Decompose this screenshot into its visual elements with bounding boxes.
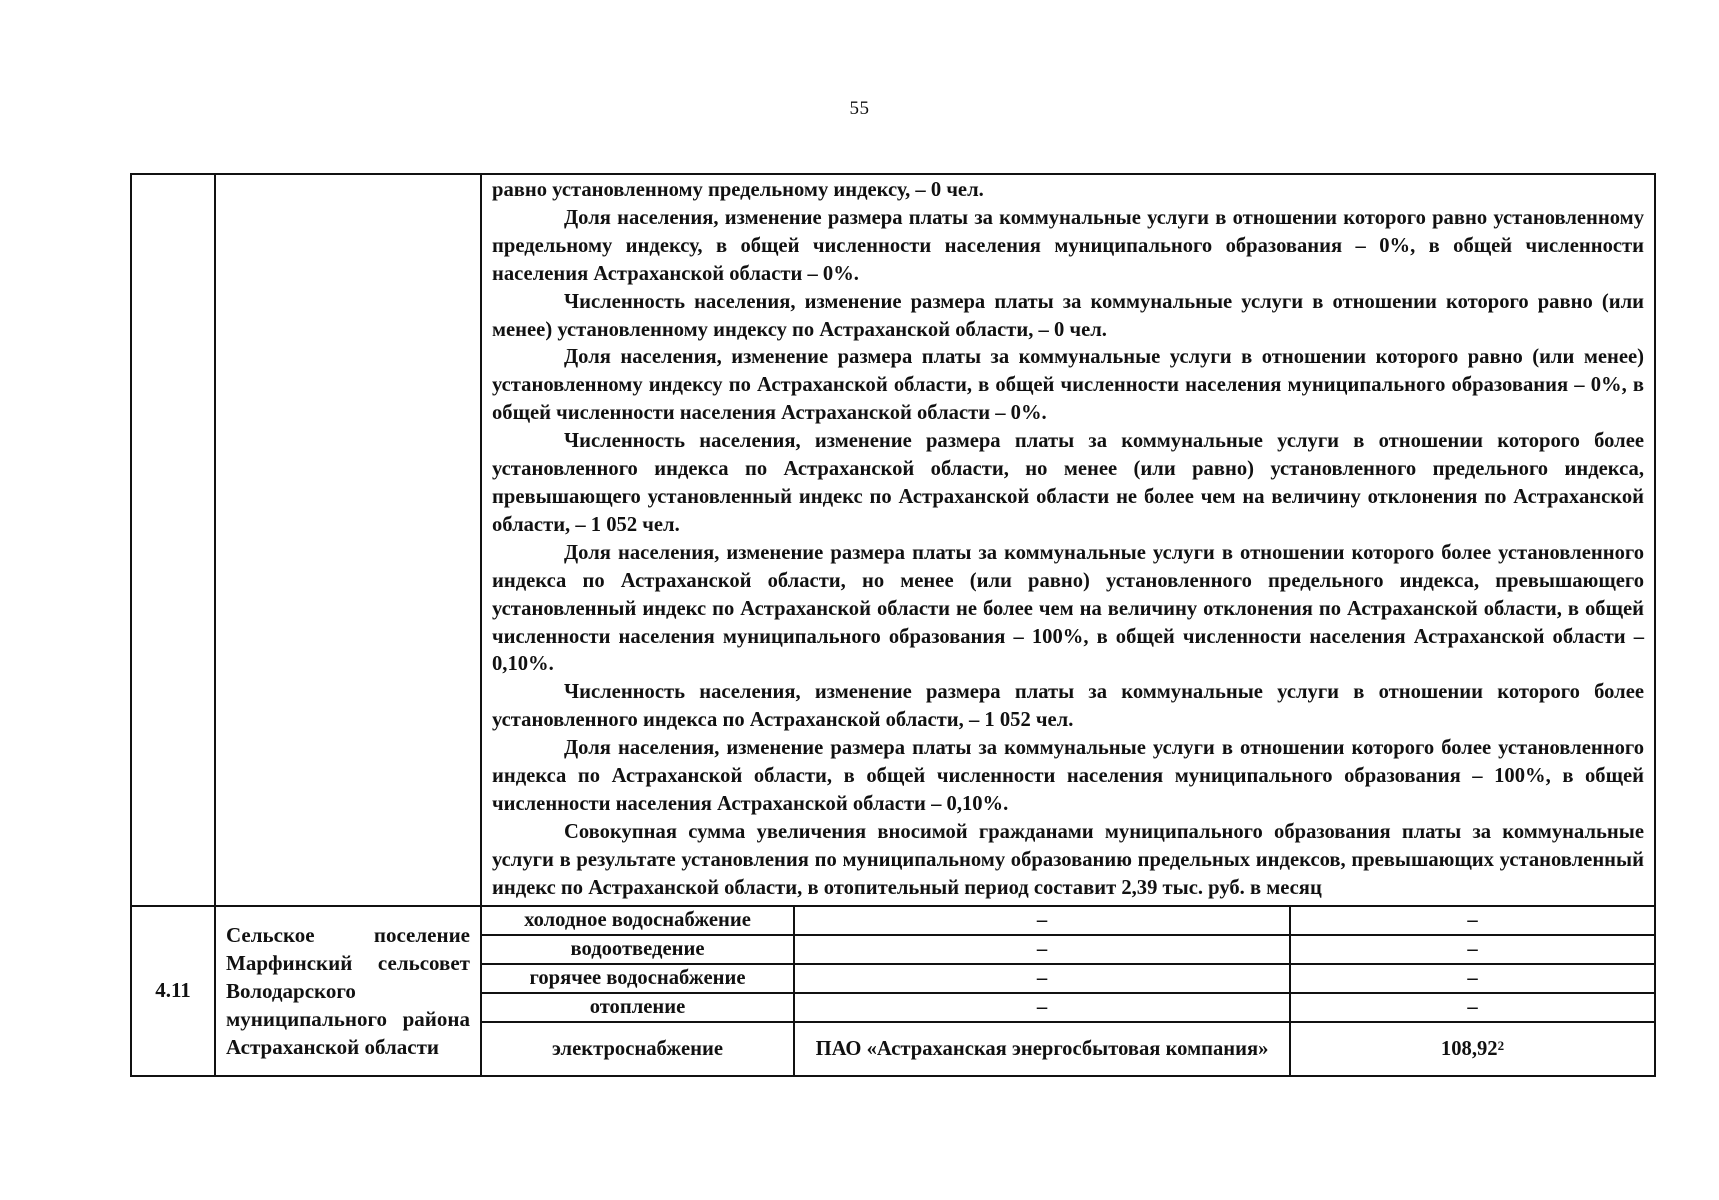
narrative-paragraph: Совокупная сумма увеличения вносимой гражданами муниципального образования платы за коммунальные услуги в результате установления по муниципальному образованию предельных индексов, превышающих установленный индекс по Астраханской области, в отопительный период составит 2,39 тыс. руб. в месяц [492, 820, 1644, 899]
narrative-paragraph: Доля населения, изменение размера платы за коммунальные услуги в отношении которого равно (или менее) установленному индексу по Астраханской области, в общей численности населения муниципального образования – 0%, в общей численности населения Астраханской области – 0%. [492, 346, 1644, 425]
services-table [482, 907, 1654, 1075]
entry-number: 4.11 [131, 906, 215, 1076]
entry-name: Сельское поселение Марфинский сельсовет Володарского муниципального района Астраханской области [215, 906, 481, 1076]
service-provider: – [794, 907, 1290, 935]
service-provider: – [794, 993, 1290, 1022]
narrative-cell [481, 174, 1655, 906]
service-name: холодное водоснабжение [482, 907, 794, 935]
service-row [482, 964, 1654, 993]
service-name: отопление [482, 993, 794, 1022]
service-provider: – [794, 964, 1290, 993]
narrative-paragraph: Численность населения, изменение размера платы за коммунальные услуги в отношении которого более установленного индекса по Астраханской области, но менее (или равно) установленного предельного индекса, превышающего установленный индекс по Астраханской области не более чем на величину отклонения по Астраханской области, – 1 052 чел. [492, 430, 1644, 536]
service-provider: ПАО «Астраханская энергосбытовая компания» [794, 1022, 1290, 1075]
narrative-paragraph: Численность населения, изменение размера платы за коммунальные услуги в отношении которого равно (или менее) установленному индексу по Астраханской области, – 0 чел. [492, 290, 1644, 341]
continuation-row [131, 174, 1655, 906]
service-value-cell [1290, 1022, 1654, 1075]
service-value: – [1290, 907, 1654, 935]
page-number: 55 [849, 98, 870, 119]
service-value: 108,92 [1440, 1037, 1498, 1060]
entry-row [131, 906, 1655, 1076]
service-value: – [1290, 964, 1654, 993]
name-cell-empty [215, 174, 481, 906]
service-provider: – [794, 935, 1290, 964]
footnote-marker: 2 [1497, 1037, 1505, 1053]
service-name: водоотведение [482, 935, 794, 964]
service-row [482, 907, 1654, 935]
service-row [482, 993, 1654, 1022]
number-cell-empty [131, 174, 215, 906]
service-value: – [1290, 935, 1654, 964]
service-name: электроснабжение [482, 1022, 794, 1075]
narrative-paragraph: равно установленному предельному индексу, – 0 чел. [492, 179, 984, 201]
service-row [482, 1022, 1654, 1075]
narrative-paragraph: Доля населения, изменение размера платы за коммунальные услуги в отношении которого равно установленному предельному индексу, в общей численности населения муниципального образования – 0%, в общей численности населения Астраханской области – 0%. [492, 206, 1644, 285]
service-row [482, 935, 1654, 964]
document-table [130, 173, 1656, 1077]
narrative-paragraph: Численность населения, изменение размера платы за коммунальные услуги в отношении которого более установленного индекса по Астраханской области, – 1 052 чел. [492, 681, 1644, 732]
narrative-paragraph: Доля населения, изменение размера платы за коммунальные услуги в отношении которого более установленного индекса по Астраханской области, но менее (или равно) установленного предельного индекса, превышающего установленный индекс по Астраханской области не более чем на величину отклонения по Астраханской области, в общей численности населения муниципального образования – 100%, в общей численности населения Астраханской области – 0,10%. [492, 541, 1644, 676]
services-cell [481, 906, 1655, 1076]
service-name: горячее водоснабжение [482, 964, 794, 993]
service-value: – [1290, 993, 1654, 1022]
narrative-paragraph: Доля населения, изменение размера платы за коммунальные услуги в отношении которого более установленного индекса по Астраханской области, в общей численности населения муниципального образования – 100%, в общей численности населения Астраханской области – 0,10%. [492, 737, 1644, 815]
